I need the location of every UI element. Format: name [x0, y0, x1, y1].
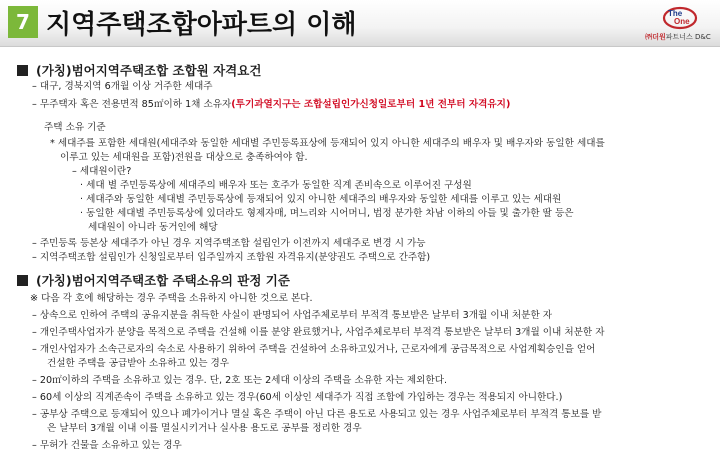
svg-text:One: One [674, 17, 690, 26]
slide-header [0, 0, 720, 46]
req-item-4: – 지역주택조합 설립인가 신청일로부터 입주일까지 조합원 자격유지(분양권도 주택으로 간주함) [32, 252, 431, 263]
ownership-line-1: * 세대주를 포함한 세대원(세대주와 동일한 세대별 주민등록표상에 등재되어 있지 아니한 세대주의 배우자 및 배우자와 동일한 세대를 [50, 138, 605, 149]
the-one-logo-icon [658, 4, 698, 30]
member-def-1: · 세대 별 주민등록상에 세대주의 배우자 또는 호주가 동일한 직계 존비속으로 이루어진 구성원 [80, 180, 472, 191]
ownership-line-2: 이루고 있는 세대원을 포함)전원을 대상으로 충족하여야 함. [60, 152, 308, 163]
ownership-rule-7: – 무허가 건물을 소유하고 있는 경우 [32, 440, 182, 451]
square-bullet-icon [17, 65, 28, 76]
ownership-rule-2: – 개인주택사업자가 분양을 목적으로 주택을 건설해 이를 분양 완료했거나, 사업주체로부터 부적격 통보받은 날부터 3개월 이내 처분한 자 [32, 327, 605, 338]
svg-text:The: The [668, 9, 683, 18]
req-item-1: – 대구, 경북지역 6개월 이상 거주한 세대주 [32, 81, 213, 92]
req-item-3: – 주민등록 등본상 세대주가 아닌 경우 지역주택조합 설립인가 이전까지 세대주로 변경 시 가능 [32, 238, 426, 249]
ownership-rule-5: – 60세 이상의 직계존속이 주택을 소유하고 있는 경우(60세 이상인 세대주가 직접 조합에 가입하는 경우는 적용되지 아니한다.) [32, 392, 563, 403]
ownership-rule-3-cont: 건설한 주택을 공급받아 소유하고 있는 경우 [47, 358, 230, 369]
member-def-3: · 동일한 세대별 주민등록상에 있더라도 형제자매, 며느리와 시어머니, 법정 분가한 차남 이하의 아들 및 출가한 딸 등은 [80, 208, 574, 219]
square-bullet-icon [17, 275, 28, 286]
company-logo [640, 4, 716, 42]
ownership-rule-6: – 공부상 주택으로 등재되어 있으나 폐가이거나 멸실 혹은 주택이 아닌 다른 용도로 사용되고 있는 경우 사업주체로부터 부적격 통보를 받 [32, 409, 602, 420]
speculation-zone-note: (투기과열지구는 조합설립인가신청일로부터 1년 전부터 자격유지) [231, 99, 511, 110]
ownership-rule-4: – 20㎡이하의 주택을 소유하고 있는 경우. 단, 2호 또는 2세대 이상의 주택을 소유한 자는 제외한다. [32, 375, 448, 386]
member-def-4: 세대원이 아니라 동거인에 해당 [88, 222, 218, 233]
ownership-rule-6-cont: 은 날부터 3개월 이내 이를 멸실시키거나 실사용 용도로 공부를 정리한 경우 [47, 423, 362, 434]
section2-note: ※ 다음 각 호에 해당하는 경우 주택을 소유하지 아니한 것으로 본다. [30, 293, 313, 304]
ownership-rule-3: – 개인사업자가 소속근로자의 숙소로 사용하기 위하여 주택을 건설하여 소유하고있거나, 근로자에게 공급목적으로 사업계획승인을 얻어 [32, 344, 596, 355]
member-def-title: – 세대원이란? [72, 166, 132, 177]
ownership-rule-1: – 상속으로 인하여 주택의 공유지분을 취득한 사실이 판명되어 사업주체로부터 부적격 통보받은 날부터 3개월 이내 처분한 자 [32, 310, 553, 321]
page-title: 지역주택조합아파트의 이해 [46, 10, 357, 40]
section1-heading: (가칭)범어지역주택조합 조합원 자격요건 [17, 61, 261, 79]
header-divider [0, 46, 720, 47]
req-item-2: – 무주택자 혹은 전용면적 85㎡이하 1채 소유자(투기과열지구는 조합설립인가신청일로부터 1년 전부터 자격유지) [32, 99, 511, 110]
slide-number: 7 [8, 6, 38, 38]
section2-heading: (가칭)범어지역주택조합 주택소유의 판정 기준 [17, 271, 290, 289]
logo-caption: ㈜더원파트너스 D&C [645, 33, 711, 41]
ownership-criteria-title: 주택 소유 기준 [44, 122, 106, 133]
member-def-2: · 세대주와 동일한 세대별 주민등록상에 등재되어 있지 아니한 세대주의 배우자와 동일한 세대를 이루고 있는 세대원 [80, 194, 562, 205]
